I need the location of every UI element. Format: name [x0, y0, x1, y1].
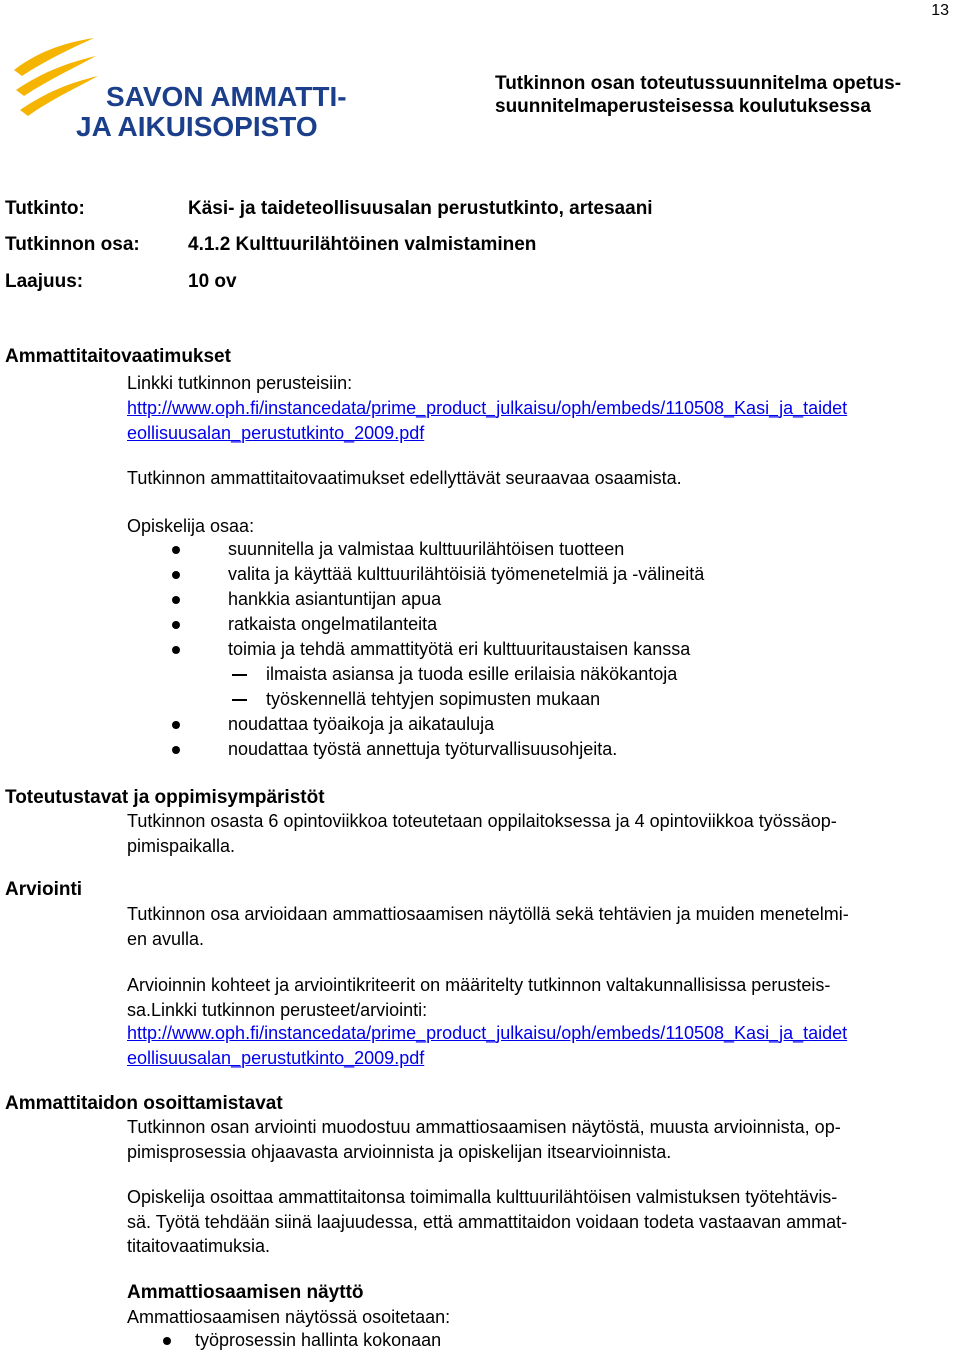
link-line[interactable]: http://www.oph.fi/instancedata/prime_product_julkaisu/oph/embeds/110508_Kasi_ja_taidet — [127, 1023, 848, 1043]
text-line: en avulla. — [127, 928, 205, 949]
link-intro: Linkki tutkinnon perusteisiin: — [127, 373, 353, 393]
bullet-icon — [172, 646, 180, 654]
text-line: sä. Työtä tehdään siinä laajuudessa, että ammattitaidon voidaan todeta vastaavan ammat- — [127, 1211, 848, 1232]
arviointi-paragraph-1 — [127, 902, 849, 951]
naytto-intro: Ammattiosaamisen näytössä osoitetaan: — [127, 1307, 451, 1327]
page-number: 13 — [931, 2, 949, 19]
tutkinnon-osa-value: 4.1.2 Kulttuurilähtöinen valmistaminen — [188, 234, 537, 255]
list-item — [0, 1328, 960, 1353]
logo-line2: JA AIKUISOPISTO — [76, 111, 318, 142]
toteutustavat-heading: Toteutustavat ja oppimisympäristöt — [5, 787, 325, 808]
arviointi-paragraph-2 — [127, 973, 830, 1022]
dash-icon — [232, 674, 247, 676]
list-item — [0, 662, 960, 687]
bullet-icon — [172, 621, 180, 629]
list-item — [0, 537, 960, 562]
student-intro: Opiskelija osaa: — [127, 516, 255, 536]
list-item-text: työskennellä tehtyjen sopimusten mukaan — [266, 689, 601, 709]
tutkinnon-osa-label: Tutkinnon osa: — [5, 234, 140, 255]
tutkinto-label: Tutkinto: — [5, 198, 85, 219]
document-title — [495, 72, 901, 118]
dash-icon — [232, 699, 247, 701]
text-line: Opiskelija osoittaa ammattitaitonsa toimimalla kulttuurilähtöisen valmistuksen työtehtävis- — [127, 1187, 838, 1207]
list-item — [0, 587, 960, 612]
list-item-text: hankkia asiantuntijan apua — [228, 589, 442, 609]
text-line: Tutkinnon osasta 6 opintoviikkoa toteutetaan oppilaitoksessa ja 4 opintoviikkoa työssäop- — [127, 811, 837, 831]
ammattitaitovaatimukset-heading: Ammattitaitovaatimukset — [5, 346, 231, 367]
tutkinto-value: Käsi- ja taideteollisuusalan perustutkinto, artesaani — [188, 198, 653, 219]
list-item-text: noudattaa työaikoja ja aikatauluja — [228, 714, 495, 734]
list-item-text: toimia ja tehdä ammattityötä eri kulttuuritaustaisen kanssa — [228, 639, 691, 659]
text-line: Tutkinnon osa arvioidaan ammattiosaamisen näytöllä sekä tehtävien ja muiden menetelmi- — [127, 904, 849, 924]
list-item-text: suunnitella ja valmistaa kulttuurilähtöisen tuotteen — [228, 539, 625, 559]
bullet-icon — [172, 746, 180, 754]
text-line: pimispaikalla. — [127, 835, 236, 856]
link-line[interactable]: eollisuusalan_perustutkinto_2009.pdf — [127, 1047, 425, 1068]
laajuus-value: 10 ov — [188, 271, 237, 292]
bullet-icon — [172, 546, 180, 554]
list-item — [0, 737, 960, 762]
laajuus-label: Laajuus: — [5, 271, 84, 292]
text-line: Arvioinnin kohteet ja arviointikriteerit on määritelty tutkinnon valtakunnallisissa perusteis- — [127, 975, 831, 995]
toteutustavat-text — [127, 809, 837, 858]
list-item-text: valita ja käyttää kulttuurilähtöisiä työmenetelmiä ja -välineitä — [228, 564, 705, 584]
osoittamistavat-paragraph-2 — [127, 1185, 847, 1259]
logo — [10, 36, 350, 146]
naytto-heading: Ammattiosaamisen näyttö — [127, 1282, 364, 1303]
osoittamistavat-paragraph-1 — [127, 1115, 841, 1164]
list-item-text: ilmaista asiansa ja tuoda esille erilaisia näkökantoja — [266, 664, 678, 684]
logo-line1: SAVON AMMATTI- — [106, 81, 347, 112]
perusteet-link[interactable] — [127, 396, 847, 445]
text-line: titaitovaatimuksia. — [127, 1236, 271, 1256]
list-item-text: työprosessin hallinta kokonaan — [195, 1330, 442, 1350]
bullet-icon — [172, 596, 180, 604]
bullet-icon — [163, 1337, 171, 1345]
document-title-line: Tutkinnon osan toteutussuunnitelma opetus- — [495, 73, 902, 94]
naytto-list — [0, 1328, 960, 1353]
list-item-text: noudattaa työstä annettuja työturvallisuusohjeita. — [228, 739, 618, 759]
list-item-text: ratkaista ongelmatilanteita — [228, 614, 438, 634]
arviointi-link[interactable] — [127, 1021, 847, 1070]
logo-graphic — [10, 36, 350, 146]
link-line[interactable]: http://www.oph.fi/instancedata/prime_product_julkaisu/oph/embeds/110508_Kasi_ja_taidet — [127, 398, 848, 418]
list-item — [0, 637, 960, 662]
text-line: Tutkinnon osan arviointi muodostuu ammattiosaamisen näytöstä, muusta arvioinnista, op- — [127, 1117, 841, 1137]
list-item — [0, 612, 960, 637]
arviointi-heading: Arviointi — [5, 879, 83, 900]
osoittamistavat-heading: Ammattitaidon osoittamistavat — [5, 1093, 283, 1114]
list-item — [0, 712, 960, 737]
bullet-icon — [172, 721, 180, 729]
text-line: pimisprosessia ohjaavasta arvioinnista ja opiskelijan itsearvioinnista. — [127, 1141, 672, 1162]
requirement-text: Tutkinnon ammattitaitovaatimukset edellyttävät seuraavaa osaamista. — [127, 468, 682, 488]
requirements-list — [0, 537, 960, 762]
document-title-line: suunnitelmaperusteisessa koulutuksessa — [495, 96, 871, 117]
list-item — [0, 562, 960, 587]
link-line[interactable]: eollisuusalan_perustutkinto_2009.pdf — [127, 422, 425, 443]
list-item — [0, 687, 960, 712]
text-line: sa.Linkki tutkinnon perusteet/arviointi: — [127, 999, 428, 1020]
bullet-icon — [172, 571, 180, 579]
